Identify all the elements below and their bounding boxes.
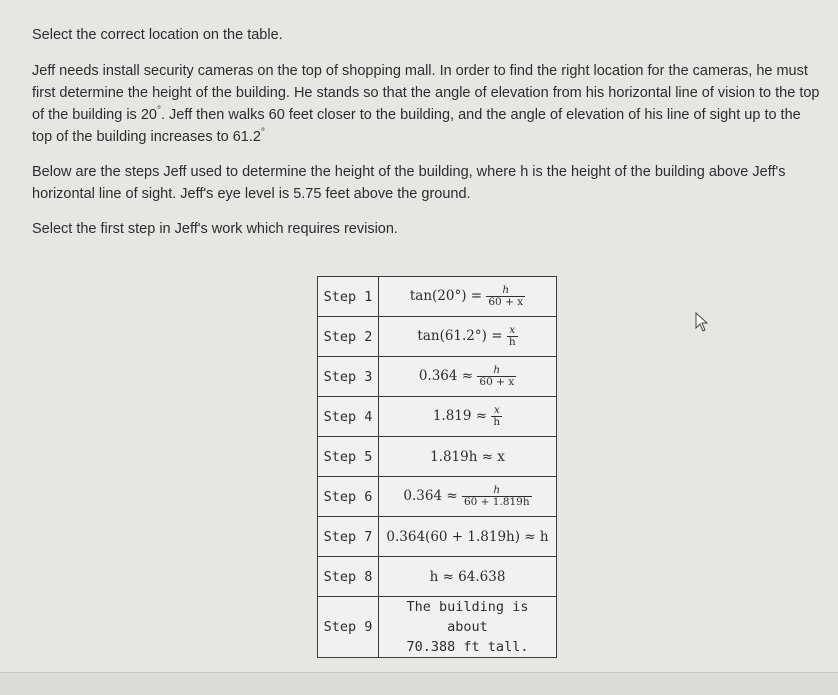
conclusion-line-2: 70.388 ft tall. <box>406 639 529 655</box>
step-expression[interactable] <box>379 357 557 397</box>
step-expression[interactable]: 0.364(60 + 1.819h) ≈ h <box>379 517 557 557</box>
degree-symbol: ° <box>156 105 161 117</box>
step-row-7[interactable] <box>318 517 557 557</box>
step-label[interactable]: Step 3 <box>318 357 379 397</box>
fraction <box>491 405 502 428</box>
step-expression[interactable] <box>379 397 557 437</box>
instruction-heading: Select the correct location on the table. <box>32 27 283 43</box>
step-expression[interactable] <box>379 597 557 658</box>
problem-text-a: Jeff needs install security cameras on the top of shopping mall. In order to find the right location for the cameras, he must first determine the height of the building. He stands so that the angle of elevation from his horizontal line of vision to the top of the building is 20 <box>32 63 820 123</box>
denominator: h <box>493 416 501 428</box>
problem-paragraph-3: Select the first step in Jeff's work which requires revision. <box>32 221 398 237</box>
problem-paragraph-2: Below are the steps Jeff used to determine the height of the building, where h is the height of the building above Jeff's horizontal line of sight. Jeff's eye level is 5.75 feet above the ground. <box>32 164 786 202</box>
step-expression[interactable] <box>379 277 557 317</box>
step-row-1[interactable] <box>318 277 557 317</box>
step-label[interactable]: Step 4 <box>318 397 379 437</box>
expression-lhs: 0.364 ≈ <box>403 488 458 504</box>
expression-lhs: 1.819 ≈ <box>432 408 488 424</box>
step-row-6[interactable] <box>318 477 557 517</box>
step-row-4[interactable] <box>318 397 557 437</box>
numerator: h <box>493 484 501 496</box>
expression-lhs: tan(61.2°) = <box>417 328 503 344</box>
question-prompt <box>32 24 822 253</box>
step-expression[interactable] <box>379 317 557 357</box>
step-row-3[interactable] <box>318 357 557 397</box>
fraction <box>462 485 532 508</box>
bottom-bar <box>0 672 838 695</box>
denominator: h <box>508 336 516 348</box>
problem-paragraph-1 <box>32 60 822 148</box>
step-label[interactable]: Step 6 <box>318 477 379 517</box>
step-label[interactable]: Step 1 <box>318 277 379 317</box>
expression-lhs: tan(20°) = <box>409 288 483 304</box>
numerator: x <box>509 324 516 336</box>
steps-table <box>317 276 557 658</box>
denominator: 60 + x <box>479 376 515 388</box>
denominator: 60 + x <box>488 296 524 308</box>
step-label[interactable]: Step 2 <box>318 317 379 357</box>
step-row-8[interactable] <box>318 557 557 597</box>
numerator: x <box>493 404 500 416</box>
numerator: h <box>502 284 510 296</box>
degree-symbol: ° <box>260 127 265 139</box>
step-expression[interactable]: h ≈ 64.638 <box>379 557 557 597</box>
step-expression[interactable]: 1.819h ≈ x <box>379 437 557 477</box>
step-label[interactable]: Step 9 <box>318 597 379 658</box>
step-row-2[interactable] <box>318 317 557 357</box>
conclusion-line-1: The building is about <box>406 599 529 635</box>
step-row-9[interactable] <box>318 597 557 658</box>
step-expression[interactable] <box>379 477 557 517</box>
step-row-5[interactable] <box>318 437 557 477</box>
numerator: h <box>493 364 501 376</box>
denominator: 60 + 1.819h <box>463 496 530 508</box>
expression-lhs: 0.364 ≈ <box>418 368 474 384</box>
step-label[interactable]: Step 5 <box>318 437 379 477</box>
mouse-cursor-icon <box>695 312 709 332</box>
step-label[interactable]: Step 8 <box>318 557 379 597</box>
step-label[interactable]: Step 7 <box>318 517 379 557</box>
fraction <box>507 325 518 348</box>
fraction <box>486 285 525 308</box>
problem-text-b: . Jeff then walks 60 feet closer to the building, and the angle of elevation of his line of sight up to the top of the building increases to 61.2 <box>32 107 801 145</box>
fraction <box>477 365 516 388</box>
